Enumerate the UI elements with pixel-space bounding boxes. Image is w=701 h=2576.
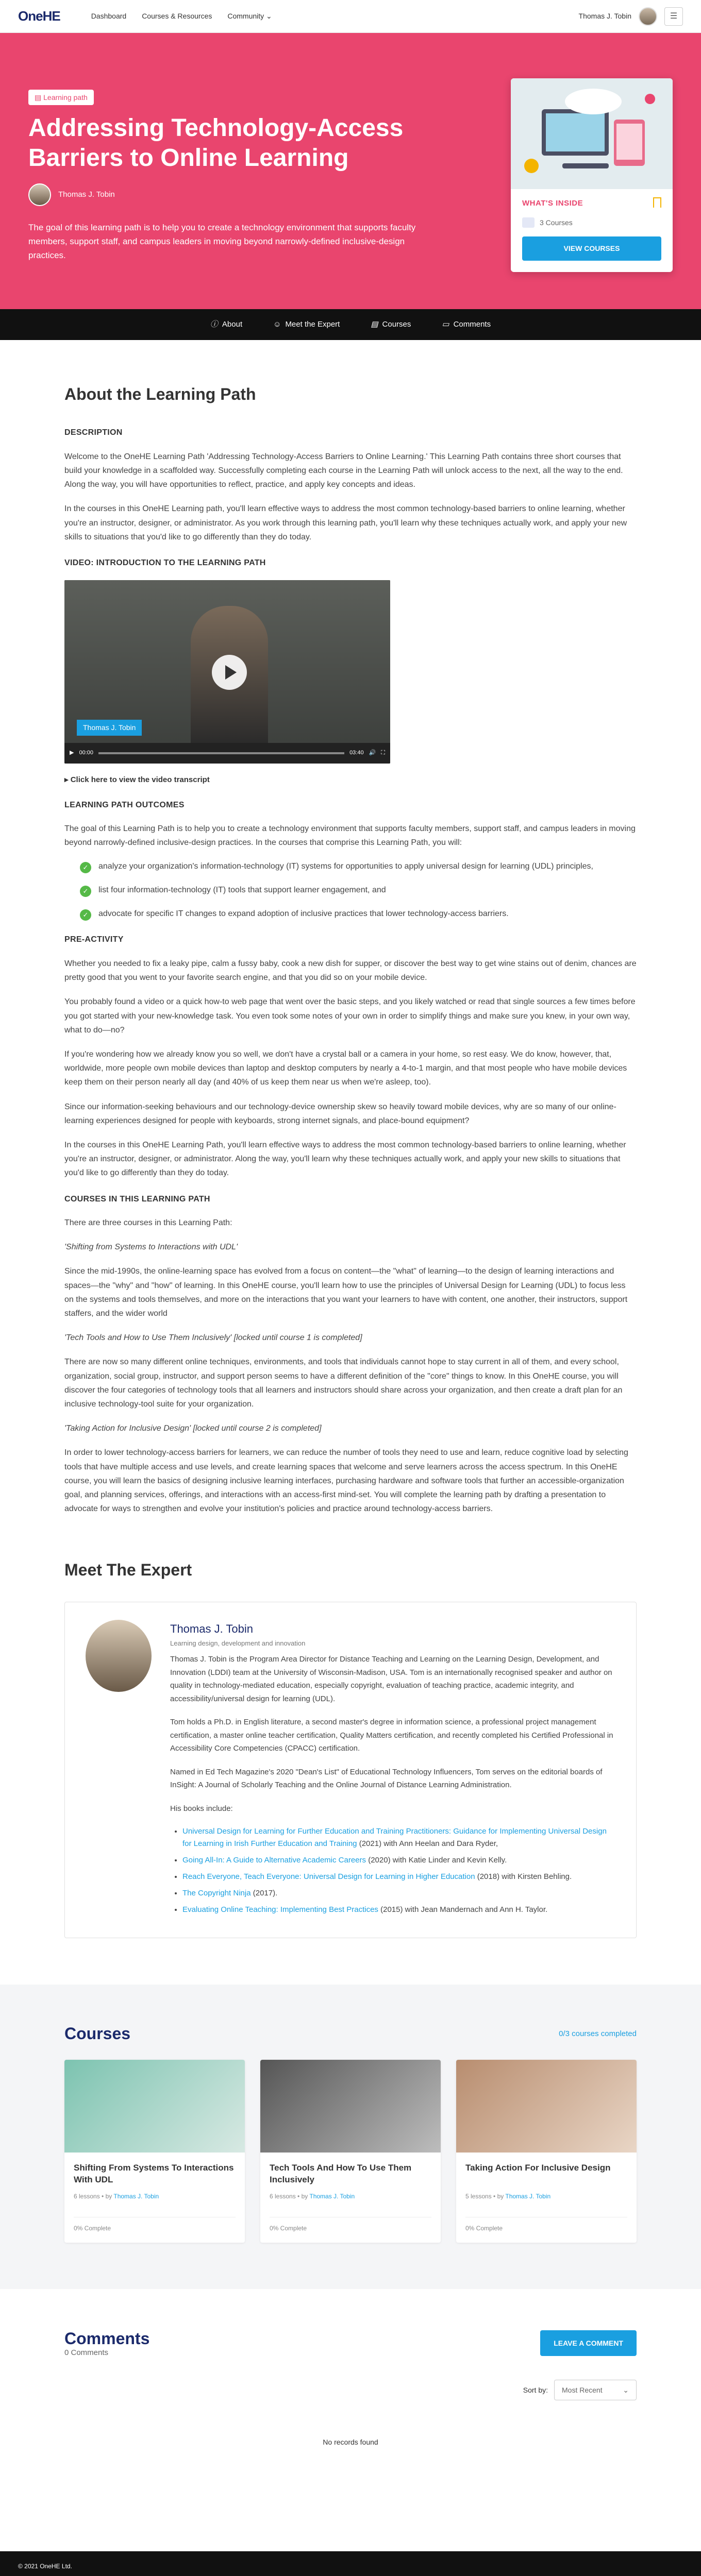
course-card[interactable] [260, 2060, 441, 2243]
view-courses-button[interactable]: VIEW COURSES [522, 236, 661, 260]
comments-section [64, 2289, 637, 2479]
inside-header [522, 197, 661, 210]
courses-heading: Courses [64, 2024, 131, 2043]
person-icon: ☺ [273, 320, 281, 329]
check-icon: ✓ [80, 909, 91, 921]
book-detail: (2018) with Kirsten Behling. [475, 1872, 572, 1882]
pre-p4: Since our information-seeking behaviours and our technology-device ownership skew so heavily toward mobile devices, why are so many of our online-learning experiences designed for people with keyboards, strong internet signals, and place-bound equipment? [64, 1102, 616, 1125]
leave-comment-button[interactable]: LEAVE A COMMENT [540, 2330, 637, 2356]
fullscreen-icon[interactable]: ⛶ [381, 749, 385, 756]
course-cards [64, 2060, 637, 2243]
tab-about[interactable] [210, 318, 242, 331]
author-name[interactable]: Thomas J. Tobin [58, 190, 115, 199]
comments-heading: Comments [64, 2329, 150, 2348]
list-item [182, 1825, 615, 1850]
empty-message: No records found [323, 2438, 378, 2447]
intro-video-player[interactable] [64, 580, 390, 764]
book-link[interactable]: Reach Everyone, Teach Everyone: Universal Design for Learning in Higher Education [182, 1872, 475, 1882]
book-link[interactable]: Evaluating Online Teaching: Implementing Best Practices [182, 1905, 378, 1914]
course1-desc: Since the mid-1990s, the online-learning space has evolved from a focus on content—the "what" of learning—to the design of learning interactions and spaces—the "why" and "how" of learning. In this OneHE course, you'll learn how to use the principles of Universal Design for Learning (UDL) to focus less on the systems and tools themselves, and more on the interactions that you want your learners to have with content, one another, their instructors, support staffers, and the wider world [64, 1267, 628, 1318]
course2-title: 'Tech Tools and How to Use Them Inclusively' [locked until course 1 is completed] [64, 1333, 362, 1343]
nav-right [579, 7, 683, 26]
tab-comments[interactable] [442, 318, 491, 331]
pre-p2: You probably found a video or a quick how-to web page that went over the basic steps, and you likely watched or read that single sources a few times before you got started with your new-knowledge task. You even took some notes of your own in order to simplify things and make sure you knew, in your own way, what to do—no? [64, 997, 636, 1035]
course-body [456, 2153, 637, 2243]
video-progress-bar[interactable] [98, 752, 344, 754]
check-icon: ✓ [80, 886, 91, 897]
hero [0, 33, 701, 309]
course-title[interactable]: Taking Action For Inclusive Design [465, 2162, 611, 2173]
book-detail: (2017). [251, 1889, 278, 1898]
inside-body [511, 189, 673, 272]
menu-icon[interactable]: ☰ [664, 7, 683, 26]
nav-link-community[interactable]: Community ⌄ [227, 12, 272, 21]
expert-p2: Tom holds a Ph.D. in English literature, a second master's degree in information science, a professional project management certification, a master online teacher certification, Quality Matters certification, and recently completed his Certified Professional in Accessibility Core Competencies (CPACC) certification. [170, 1718, 613, 1753]
author-avatar [28, 183, 51, 206]
books-intro: His books include: [170, 1804, 233, 1813]
expert-name: Thomas J. Tobin [170, 1622, 254, 1636]
tab-meet-expert[interactable] [273, 318, 340, 331]
course-lessons: 6 lessons • by [74, 2192, 114, 2200]
book-link[interactable]: Going All-In: A Guide to Alternative Academic Careers [182, 1856, 366, 1865]
courses-count-label: 3 Courses [540, 218, 573, 227]
transcript-toggle[interactable]: ▸ Click here to view the video transcript [64, 775, 210, 784]
courses-intro: There are three courses in this Learning Path: [64, 1218, 232, 1228]
about-section [64, 340, 637, 1516]
tab-courses[interactable] [371, 318, 411, 331]
nav-link-dashboard[interactable]: Dashboard [91, 12, 127, 21]
chevron-down-icon: ⌄ [623, 2386, 629, 2395]
course3-title: 'Taking Action for Inclusive Design' [locked until course 2 is completed] [64, 1424, 322, 1433]
nav-left [18, 6, 272, 27]
course-title[interactable]: Shifting From Systems To Interactions With UDL [74, 2162, 234, 2185]
list-item [80, 907, 637, 921]
pre-p1: Whether you needed to fix a leaky pipe, calm a fussy baby, cook a new dish for supper, or discover the best way to get wine stains out of denim, chances are pretty good that you went to your favorite search engine, and that you did so on your mobile device. [64, 959, 637, 982]
info-icon: ⓘ [210, 320, 218, 329]
course-meta [74, 2192, 236, 2201]
page-title: Addressing Technology-Access Barriers to Online Learning [28, 114, 404, 172]
description-p1: Welcome to the OneHE Learning Path 'Addressing Technology-Access Barriers to Online Learning.' This Learning Path contains three short courses that build your knowledge in a scaffolded way. Successfully completing each course in the Learning Path will unlock access to the next, all the way to the end. Along the way, you will have opportunities to reflect, practice, and apply key concepts and ideas. [64, 452, 623, 489]
comments-title-block [64, 2330, 149, 2359]
courses-header [64, 2021, 637, 2047]
pill-label: Learning path [43, 93, 88, 101]
nav-link-courses[interactable]: Courses & Resources [142, 12, 212, 21]
book-link[interactable]: Universal Design for Learning for Further Education and Training Practitioners: Guidance for Implementing Universal Design for Learning in Irish Further Education and Training [182, 1827, 607, 1849]
tab-comments-label: Comments [453, 320, 491, 329]
course-body [260, 2153, 441, 2243]
outcome-text: advocate for specific IT changes to expand adoption of inclusive practices that lower technology-access barriers. [98, 909, 509, 919]
pre-p5: In the courses in this OneHE Learning Path, you'll learn effective ways to address the most common technology-based barriers to online learning, whether you're an instructor, designer, or administrator. Along the way, you'll learn why these techniques actually work, and apply your new skills to situations that you'd like to go differently than they do today. [64, 1140, 626, 1178]
expert-photo [86, 1620, 152, 1692]
sort-control [64, 2380, 637, 2400]
comment-icon: ▭ [442, 320, 449, 329]
footer-copyright: © 2021 OneHE Ltd. [18, 2562, 72, 2570]
course-author-link[interactable]: Thomas J. Tobin [309, 2192, 355, 2200]
books-list [182, 1825, 615, 1916]
list-item [182, 1904, 615, 1916]
video-name-tag: Thomas J. Tobin [77, 720, 142, 735]
course-progress: 0% Complete [74, 2217, 236, 2233]
pre-p3: If you're wondering how we already know you so well, we don't have a crystal ball or a camera in your home, so rest easy. We do know, however, that, worldwide, more people own mobile devices than laptop and desktop computers by nearly a 4-to-1 margin, and that most people who have mobile devices keep them on their person nearly all day (and 40% of us keep them near us when we're asleep, too). [64, 1050, 627, 1087]
courses-completed: 0/3 courses completed [559, 2029, 637, 2039]
section-nav [0, 309, 701, 340]
sort-label: Sort by: [523, 2386, 548, 2395]
courses-wrap [64, 2021, 637, 2243]
onehe-logo[interactable]: OneHE [18, 8, 60, 24]
course-meta [465, 2192, 627, 2201]
list-item [182, 1871, 615, 1883]
expert-role: Learning design, development and innovation [170, 1639, 306, 1647]
course-lessons: 6 lessons • by [270, 2192, 310, 2200]
sort-value: Most Recent [562, 2386, 603, 2395]
footer [0, 2551, 701, 2576]
footer-row [18, 2562, 683, 2571]
about-heading: About the Learning Path [64, 385, 256, 403]
tab-expert-label: Meet the Expert [285, 320, 340, 329]
course-thumbnail[interactable] [456, 2060, 637, 2153]
outcome-text: analyze your organization's information-technology (IT) systems for opportunities to apply universal design for learning (UDL) principles, [98, 862, 593, 871]
expert-p3: Named in Ed Tech Magazine's 2020 "Dean's List" of Educational Technology Influencers, Tom serves on the editorial boards of InSight: A Journal of Scholarly Teaching and the Online Journal of Distance Learning Administration. [170, 1767, 603, 1790]
comments-header [64, 2330, 637, 2359]
course-author-link[interactable]: Thomas J. Tobin [113, 2192, 159, 2200]
description-label: DESCRIPTION [64, 428, 123, 437]
course-card[interactable] [64, 2060, 245, 2243]
outcome-text: list four information-technology (IT) tools that support learner engagement, and [98, 886, 386, 895]
course-title[interactable]: Tech Tools And How To Use Them Inclusively [270, 2162, 412, 2185]
courses-count [522, 217, 661, 228]
course3-desc: In order to lower technology-access barriers for learners, we can reduce the number of tools they need to use and learn, reduce cognitive load by selecting tools that have multiple access and use levels, and create learning spaces that welcome and serve learners across the access spectrum. In this OneHE course, you will learn the basics of designing inclusive learning interfaces, purchasing hardware and software tools that further an accessible-organization goal, and planning services, offerings, and interactions with an access-first mind-set. You will complete the learning path by drafting a presentation to advocate for ways to strengthen and evolve your institution's policies and practice around technology-access barriers. [64, 1448, 628, 1514]
outcomes-label: LEARNING PATH OUTCOMES [64, 800, 185, 809]
whats-inside-card [511, 78, 673, 272]
tab-about-label: About [222, 320, 243, 329]
book-icon: ▤ [371, 320, 378, 329]
video-controls [64, 743, 390, 764]
expert-section [64, 1526, 637, 1938]
list-item [80, 884, 637, 897]
list-item [182, 1887, 615, 1900]
course-thumbnail[interactable] [64, 2060, 245, 2153]
book-detail: (2015) with Jean Mandernach and Ann H. Taylor. [378, 1905, 548, 1914]
description-p2: In the courses in this OneHE Learning path, you'll learn effective ways to address the most common technology-based barriers to online learning, whether you're an instructor, designer, or administrator. As you work through this learning path, you'll learn why these techniques actually work, and apply your new skills to situations that you'd like to go differently than they do today. [64, 504, 627, 541]
video-label: VIDEO: INTRODUCTION TO THE LEARNING PATH [64, 558, 266, 567]
expert-card [64, 1602, 637, 1938]
check-icon: ✓ [80, 862, 91, 873]
course-lessons: 5 lessons • by [465, 2192, 506, 2200]
course-body [64, 2153, 245, 2243]
inside-illustration [511, 78, 673, 189]
course-progress: 0% Complete [270, 2217, 431, 2233]
courses-section [0, 1985, 701, 2289]
video-end-time: 03:40 [349, 749, 364, 756]
outcomes-intro: The goal of this Learning Path is to help you to create a technology environment that supports faculty members, support staff, and campus leaders in moving beyond narrowly-defined inclusive-design practices. In the courses that comprise this Learning Path, you will: [64, 824, 636, 848]
hero-inner [28, 33, 673, 262]
expert-bio [170, 1620, 615, 1920]
tab-courses-label: Courses [382, 320, 411, 329]
course-thumbnail[interactable] [260, 2060, 441, 2153]
user-name[interactable]: Thomas J. Tobin [578, 12, 631, 21]
sort-select[interactable] [554, 2380, 637, 2400]
list-item [80, 860, 637, 873]
bookmark-icon[interactable] [653, 197, 661, 208]
courses-list-label: COURSES IN THIS LEARNING PATH [64, 1194, 210, 1204]
cloud-devices-illustration [511, 78, 673, 189]
course-author-link[interactable]: Thomas J. Tobin [505, 2192, 551, 2200]
course-card[interactable] [456, 2060, 637, 2243]
nav-links [91, 10, 272, 22]
pre-activity-label: PRE-ACTIVITY [64, 935, 124, 944]
book-detail: (2020) with Katie Linder and Kevin Kelly. [366, 1856, 507, 1865]
comments-count: 0 Comments [64, 2348, 109, 2358]
video-current-time: 00:00 [79, 749, 93, 756]
book-link[interactable]: The Copyright Ninja [182, 1889, 251, 1898]
courses-icon [522, 217, 535, 228]
outcomes-list [80, 860, 637, 921]
play-small-icon[interactable]: ▶ [70, 749, 74, 756]
expert-p1: Thomas J. Tobin is the Program Area Director for Distance Teaching and Learning on the Learning Design, Development, and Innovation (LDDI) team at the University of Wisconsin-Madison, USA. Tom is an internationally recognised speaker and author on quality in technology-mediated education, especially copyright, evaluation of teaching practice, academic integrity, and accessibility/universal design for learning (UDL). [170, 1655, 612, 1703]
course-progress: 0% Complete [465, 2217, 627, 2233]
learning-path-pill: ▤ Learning path [28, 90, 94, 105]
course2-desc: There are now so many different online techniques, environments, and tools that individuals cannot hope to stay current in all of them, and every school, organization, social group, instructor, and support person seems to have a different definition of the "core" things to know. In this OneHE course, you will discover the four categories of technology tools that all learners and instructors should share across your organization, and then create a draft plan for an inclusive technology-tool suite for your organization. [64, 1358, 623, 1409]
course-meta [270, 2192, 431, 2201]
list-item [182, 1854, 615, 1867]
transcript-label: Click here to view the video transcript [70, 775, 210, 784]
inside-title: WHAT'S INSIDE [522, 199, 583, 208]
play-icon[interactable] [212, 655, 247, 690]
expert-heading: Meet The Expert [64, 1561, 192, 1580]
course1-title: 'Shifting from Systems to Interactions with UDL' [64, 1243, 238, 1252]
volume-icon[interactable]: 🔊 [369, 749, 376, 756]
top-nav [0, 0, 701, 33]
book-detail: (2021) with Ann Heelan and Dara Ryder, [357, 1839, 498, 1849]
user-avatar[interactable] [639, 7, 657, 26]
hero-goal: The goal of this learning path is to help you to create a technology environment that supports faculty members, support staff, and campus leaders in moving beyond narrowly-defined inclusive-design practices. [28, 222, 416, 260]
